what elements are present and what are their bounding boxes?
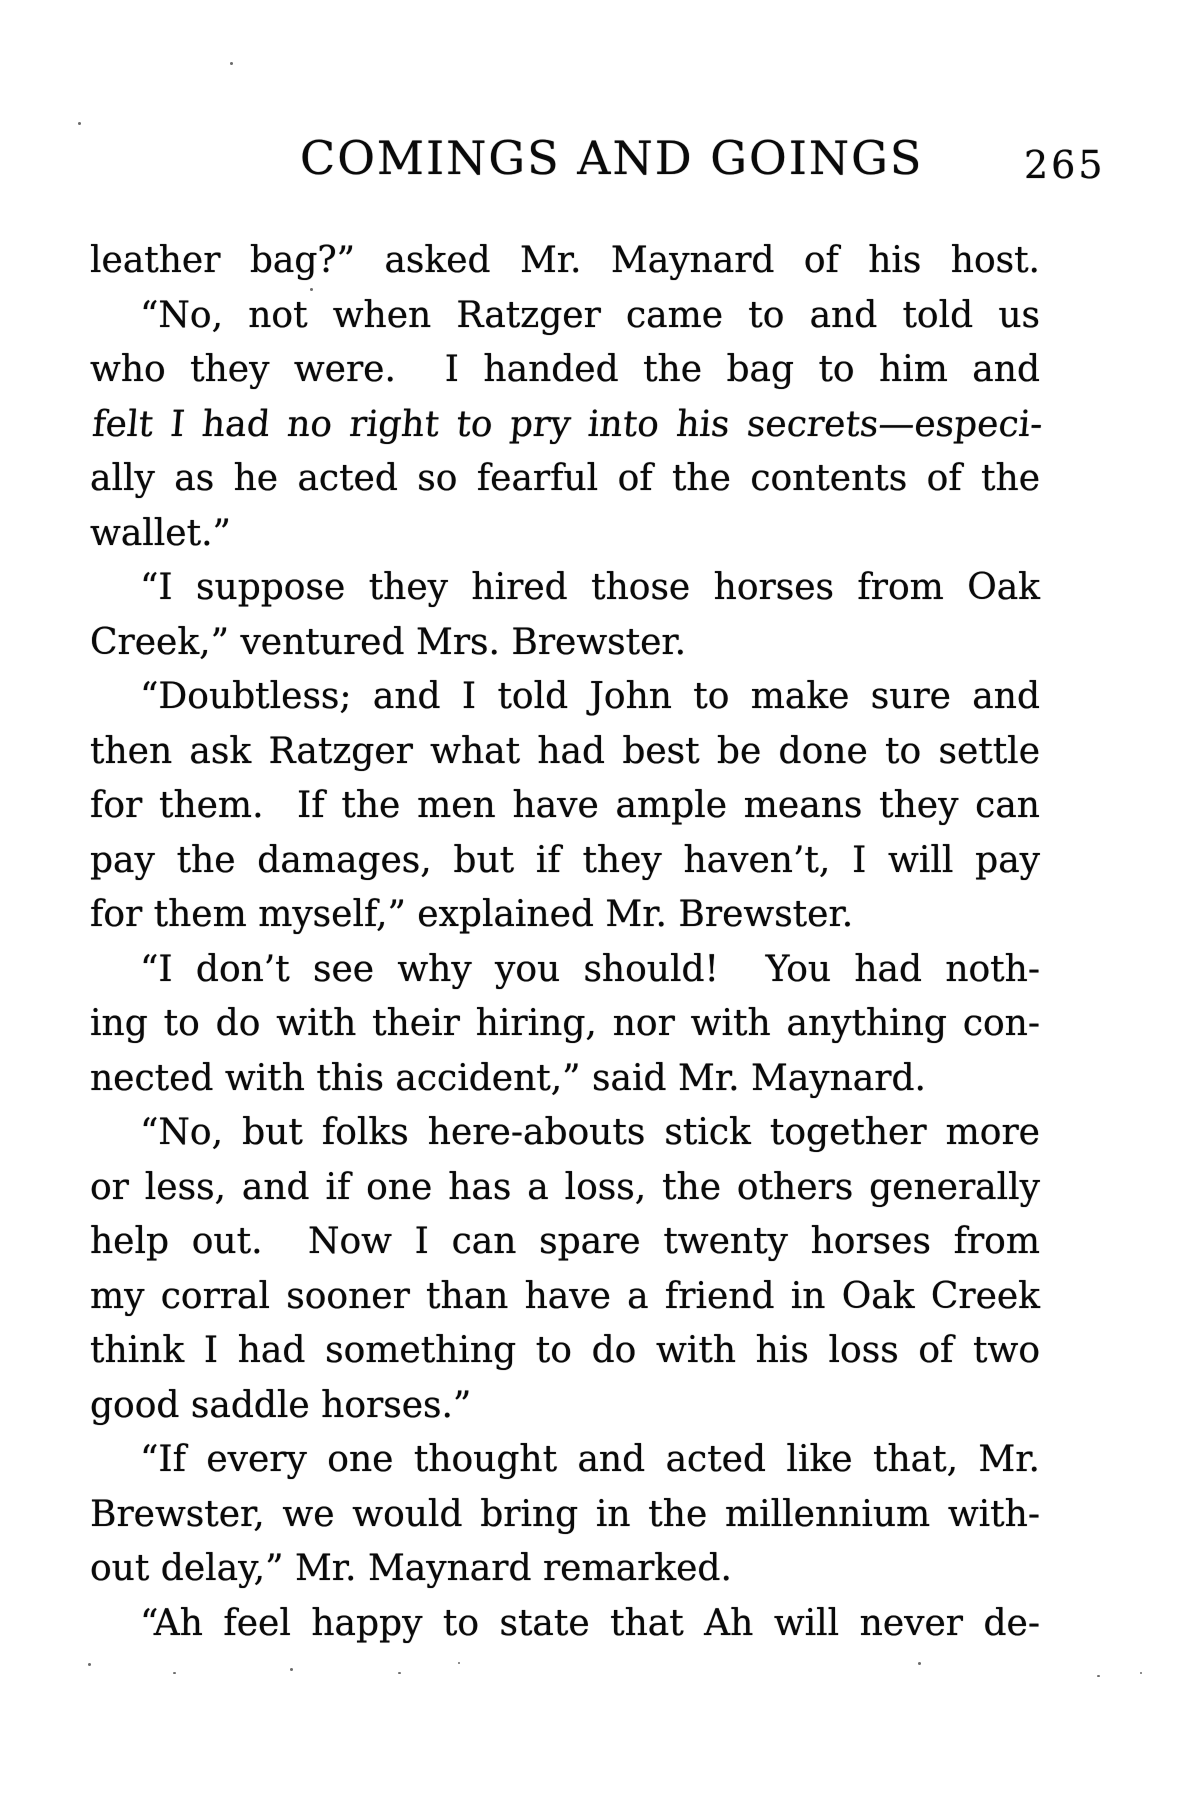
text-line: ing to do with their hiring, nor with anything con- [90, 1003, 1040, 1044]
text-line: “I suppose they hired those horses from Oak [140, 567, 1040, 608]
paragraph [90, 670, 1040, 943]
scan-speck [173, 1672, 176, 1674]
text-line: who they were. I handed the bag to him and [90, 349, 1040, 390]
text-line: felt I had no right to pry into his secrets—especi- [90, 403, 1045, 445]
text-line: Brewster, we would bring in the millennium with- [90, 1493, 1040, 1535]
text-line: “Ah feel happy to state that Ah will never de- [140, 1602, 1040, 1644]
scan-speck [458, 1662, 460, 1664]
text-line: “If every one thought and acted like that, Mr. [140, 1439, 1040, 1480]
text-line: leather bag?” asked Mr. Maynard of his host. [90, 240, 1040, 281]
text-line: “No, but folks here-abouts stick together more [140, 1112, 1040, 1153]
paragraph [90, 234, 1040, 289]
page-header-title: COMINGS AND GOINGS [300, 131, 924, 185]
paragraph [90, 1106, 1040, 1433]
text-line: or less, and if one has a loss, the others generally [90, 1166, 1040, 1208]
paragraph [90, 1433, 1040, 1597]
text-line: then ask Ratzger what had best be done to settle [90, 730, 1040, 772]
paragraph [90, 289, 1045, 562]
scan-speck [1140, 1672, 1142, 1674]
page-number: 265 [1024, 143, 1106, 187]
text-line: ally as he acted so fearful of the contents of the [90, 458, 1040, 499]
scan-speck [78, 122, 81, 125]
text-line: help out. Now I can spare twenty horses from [90, 1221, 1040, 1262]
paragraph [90, 943, 1040, 1107]
text-line: pay the damages, but if they haven’t, I will pay [90, 839, 1040, 881]
text-line: think I had something to do with his loss of two [90, 1330, 1040, 1371]
scan-speck [88, 1663, 91, 1666]
text-line: “No, not when Ratzger came to and told us [140, 294, 1040, 336]
paragraph [90, 1597, 1040, 1652]
text-line: for them myself,” explained Mr. Brewster. [90, 894, 854, 935]
text-line: Creek,” ventured Mrs. Brewster. [90, 621, 687, 663]
paragraph [90, 561, 1040, 670]
text-line: good saddle horses.” [90, 1384, 472, 1426]
text-line: nected with this accident,” said Mr. Maynard. [90, 1057, 926, 1099]
scan-speck [398, 1672, 401, 1674]
text-block [90, 234, 1045, 1651]
text-line: out delay,” Mr. Maynard remarked. [90, 1548, 732, 1589]
scan-speck [1097, 1675, 1100, 1677]
text-line: for them. If the men have ample means they can [90, 785, 1040, 826]
text-line: wallet.” [90, 512, 231, 554]
text-line: “Doubtless; and I told John to make sure and [140, 676, 1040, 717]
scan-speck [230, 62, 233, 65]
scan-speck [310, 288, 313, 291]
text-line: “I don’t see why you should! You had noth- [140, 948, 1040, 990]
scan-speck [290, 1668, 293, 1671]
scan-speck [918, 1662, 921, 1665]
text-line: my corral sooner than have a friend in Oak Creek [90, 1275, 1040, 1317]
